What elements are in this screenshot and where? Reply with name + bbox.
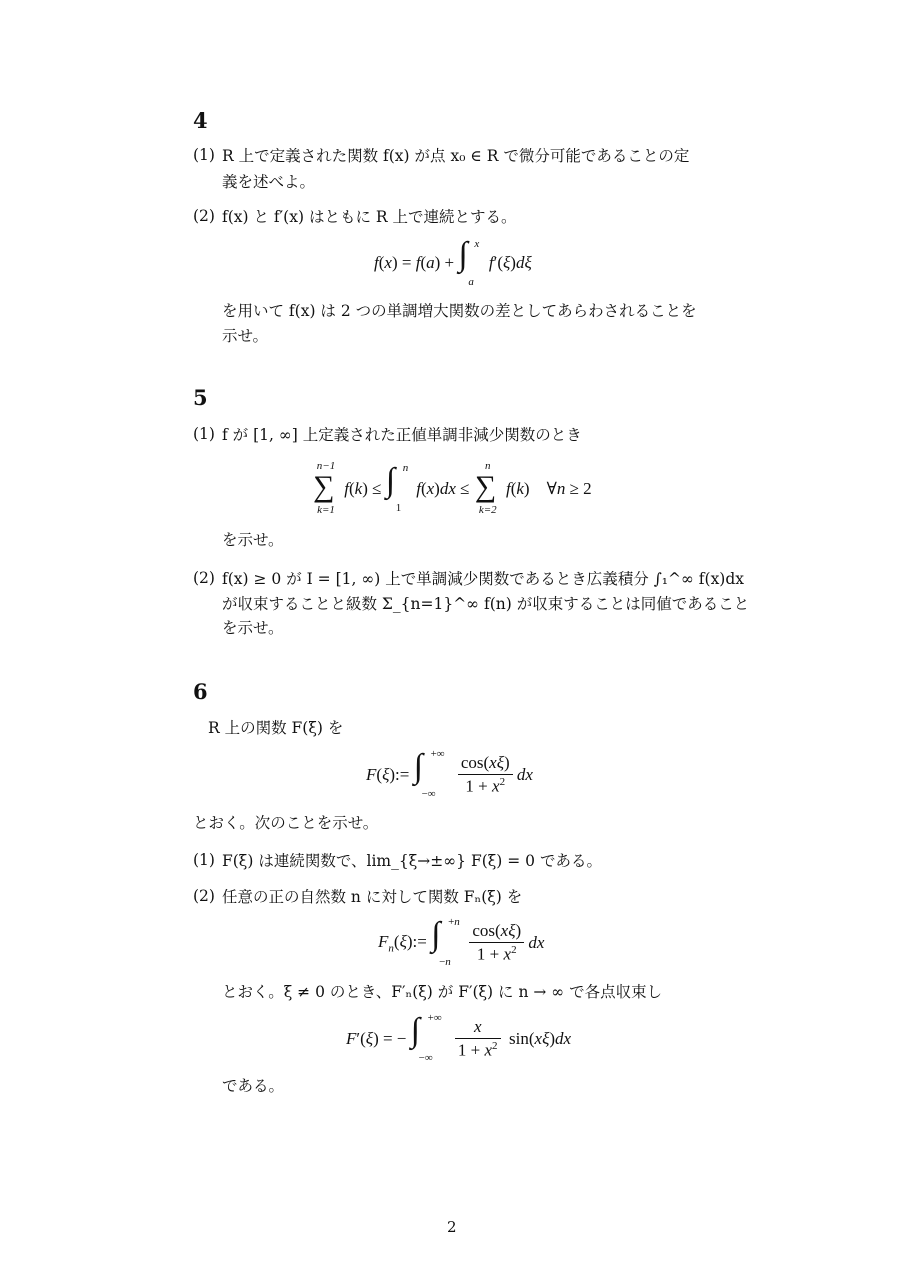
s6-definition-equation: F(ξ):= ∫ +∞ −∞ $\frac{\cos(x\xi)}{1 + x^2}$ dx [366, 748, 533, 800]
s6-item2-line1: 任意の正の自然数 n に対して関数 Fₙ(ξ) を [222, 888, 523, 906]
s4-item1-line2: 義を述べよ。 [222, 173, 316, 191]
s5-item1-label: (1) [193, 425, 215, 443]
s6-item2-label: (2) [193, 887, 215, 905]
s4-item2-line1: f(x) と f′(x) はともに R 上で連続とする。 [222, 208, 517, 226]
s6-item2-after1: とおく。ξ ≠ 0 のとき、F′ₙ(ξ) が F′(ξ) に n → ∞ で各点収束し [222, 983, 663, 1001]
s5-item1-line1: f が [1, ∞] 上定義された正値単調非減少関数のとき [222, 426, 582, 444]
s4-item2-equation: f(x) = f(a) + ∫ x a f′(ξ)dξ [374, 236, 532, 288]
s5-item2-line3: を示せ。 [222, 619, 284, 637]
s6-item2-after2: である。 [222, 1077, 285, 1095]
s5-item2-line1: f(x) ≥ 0 が I = [1, ∞) 上で単調減少関数であるとき広義積分 ∫₁^∞ f(x)dx [222, 570, 745, 588]
s4-item1-label: (1) [193, 146, 215, 164]
s5-item2-label: (2) [193, 569, 215, 587]
section-4-title: 4 [193, 108, 208, 133]
s4-item1-line1: R 上で定義された関数 f(x) が点 x₀ ∈ R で微分可能であることの定 [222, 147, 690, 165]
s6-item1-label: (1) [193, 851, 215, 869]
s6-after: とおく。次のことを示せ。 [193, 814, 379, 832]
section-6-title: 6 [193, 679, 208, 704]
s6-item2-equation: $F_n(\xi):=$ ∫ +n −n $\frac{\cos(x\xi)}{1 + x^2}$ dx [378, 916, 545, 968]
section-5-title: 5 [193, 385, 208, 410]
s5-item2-line2: が収束することと級数 Σ_{n=1}^∞ f(n) が収束することは同値であること [222, 595, 750, 613]
page-number: 2 [447, 1218, 457, 1236]
s6-item1-line1: F(ξ) は連続関数で、lim_{ξ→±∞} F(ξ) = 0 である。 [222, 852, 602, 870]
s4-item2-after1: を用いて f(x) は 2 つの単調増大関数の差としてあらわされることを [222, 302, 697, 320]
s5-item1-after1: を示せ。 [222, 531, 284, 549]
s4-item2-after2: 示せ。 [222, 327, 269, 345]
s5-item1-equation: n−1 ∑ k=1 f(k) ≤ ∫ n 1 f(x)dx ≤ n ∑ k=2 f(k) ∀n ≥ 2 [313, 460, 592, 516]
s6-intro: R 上の関数 F(ξ) を [208, 719, 344, 737]
s4-item2-label: (2) [193, 207, 215, 225]
s6-item2-equation2: F′(ξ) = − ∫ +∞ −∞ $\frac{x}{1 + x^2}$ sin(xξ)dx [346, 1012, 572, 1064]
